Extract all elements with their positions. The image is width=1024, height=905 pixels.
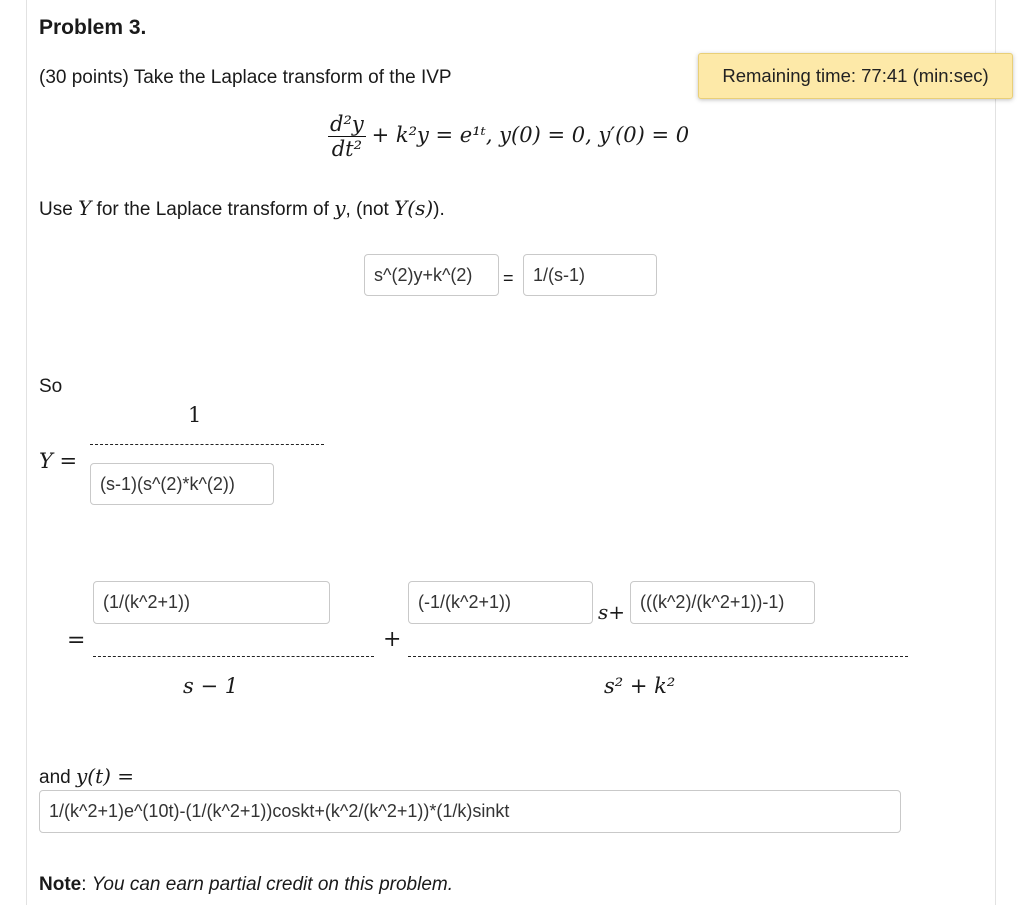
partial-A-input[interactable]: (1/(k^2+1)): [93, 581, 330, 624]
instruction-mid: for the Laplace transform of: [91, 199, 335, 220]
partial-fraction-line-2: [408, 656, 908, 657]
instruction-Ys: Y(s): [394, 196, 434, 220]
problem-title: Problem 3.: [39, 16, 147, 39]
problem-intro: (30 points) Take the Laplace transform of the IVP: [39, 67, 452, 88]
s-plus-label: s+: [598, 600, 626, 624]
answer-label: [39, 764, 134, 789]
partial-denominator-2: s² + k²: [604, 674, 676, 698]
transform-lhs-input[interactable]: s^(2)y+k^(2): [364, 254, 499, 296]
partial-equals: =: [67, 628, 86, 653]
transform-rhs-input[interactable]: 1/(s-1): [523, 254, 657, 296]
derivative-numerator: d²y: [330, 112, 364, 136]
instruction-Y: Y: [78, 196, 92, 220]
answer-label-and: and: [39, 767, 76, 788]
y-numerator: 1: [188, 403, 202, 427]
partial-C-input[interactable]: (((k^2)/(k^2+1))-1): [630, 581, 815, 624]
instruction-post1: , (not: [345, 199, 395, 220]
partial-B-input[interactable]: (-1/(k^2+1)): [408, 581, 593, 624]
answer-yt: y(t) =: [75, 764, 135, 788]
y-fraction-line: [90, 444, 324, 445]
remaining-time-badge: Remaining time: 77:41 (min:sec): [698, 53, 1013, 99]
note-text: You can earn partial credit on this problem.: [91, 874, 454, 895]
instruction-post2: ).: [433, 199, 445, 220]
partial-plus: +: [383, 627, 402, 652]
y-label: Y =: [39, 449, 78, 473]
instruction-pre: Use: [39, 199, 79, 220]
note-line: [39, 874, 453, 896]
partial-denominator-1: s − 1: [183, 674, 239, 698]
instruction-y: y: [334, 196, 346, 220]
transform-equals: =: [503, 268, 514, 288]
ivp-rest: + k²y = e¹ᵗ, y(0) = 0, y′(0) = 0: [371, 123, 690, 148]
note-colon: :: [81, 874, 92, 895]
instruction-text: [39, 196, 445, 221]
ivp-equation: [328, 112, 689, 161]
so-label: So: [39, 376, 63, 397]
second-derivative-fraction: [328, 112, 366, 161]
y-denominator-input[interactable]: (s-1)(s^(2)*k^(2)): [90, 463, 274, 505]
answer-yt-input[interactable]: 1/(k^2+1)e^(10t)-(1/(k^2+1))coskt+(k^2/(k^2+1))*(1/k)sinkt: [39, 790, 901, 833]
note-label: Note: [39, 874, 82, 895]
derivative-denominator: dt²: [331, 137, 363, 161]
partial-fraction-line-1: [93, 656, 374, 657]
